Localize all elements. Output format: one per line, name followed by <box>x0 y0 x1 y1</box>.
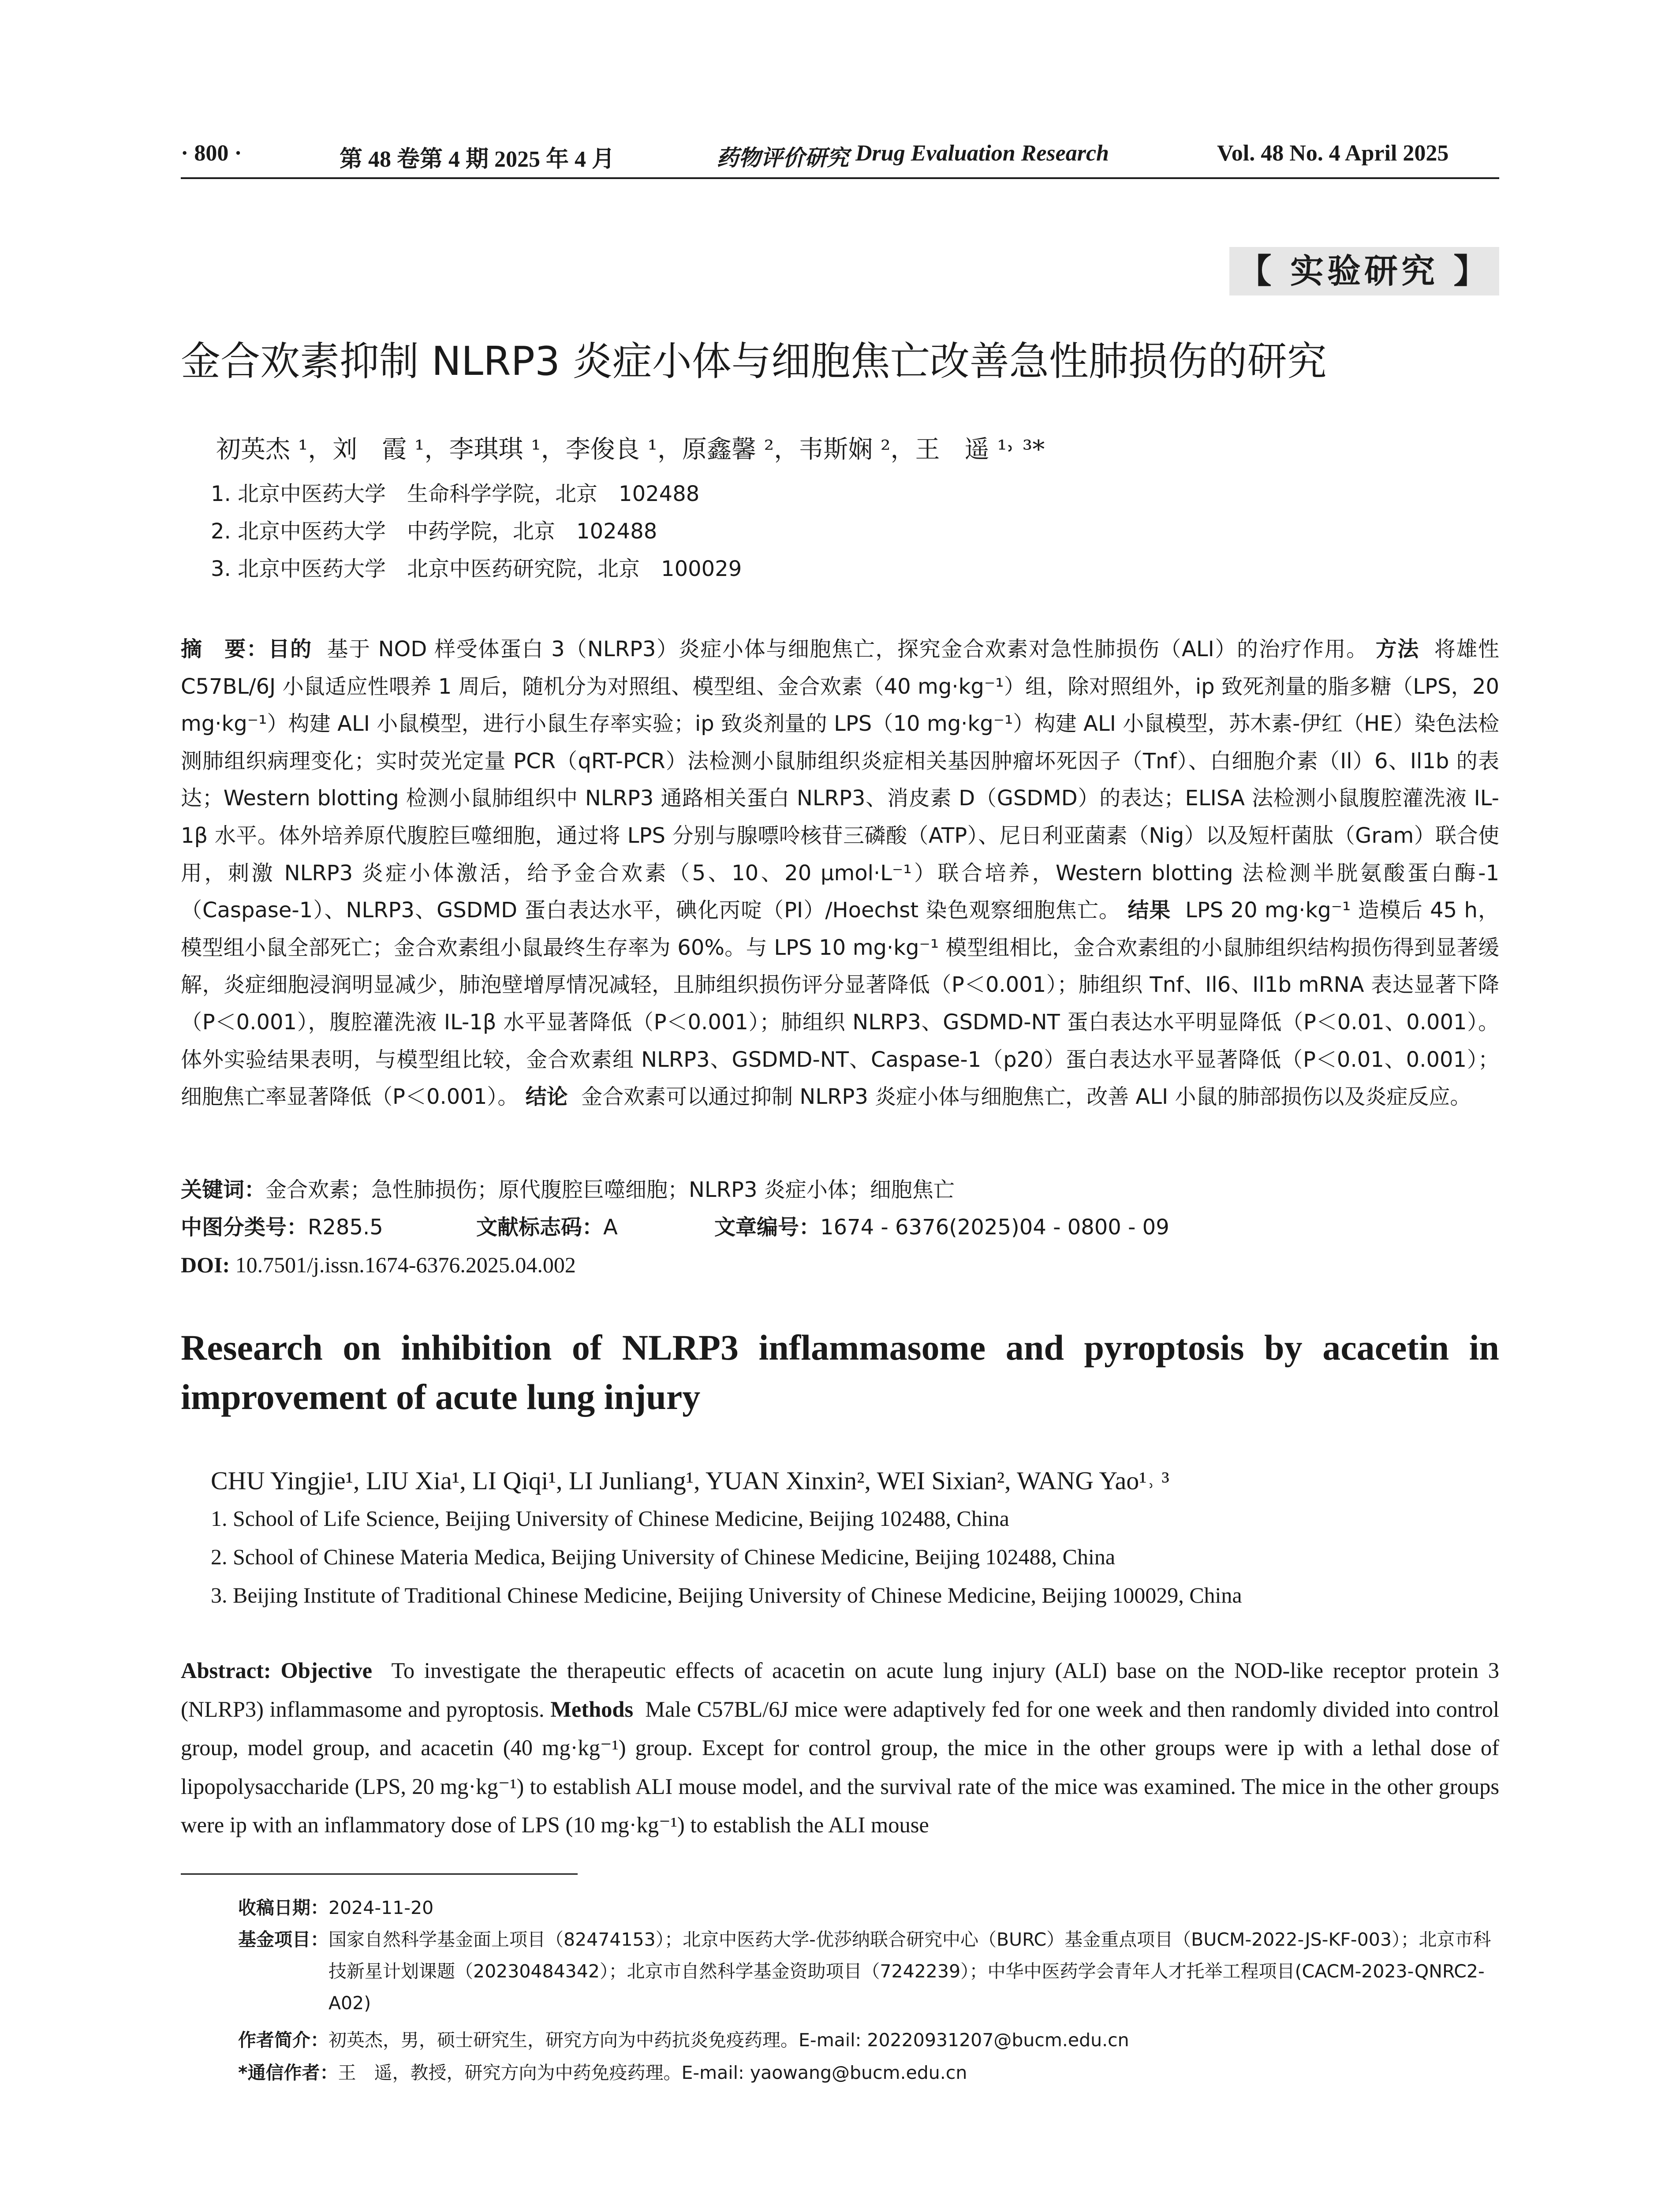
abstract-cn <box>181 631 1499 1116</box>
received-date: 2024-11-20 <box>329 1897 434 1918</box>
affiliation-cn-1: 1. 北京中医药大学 生命科学学院，北京 102488 <box>211 482 700 506</box>
methods-text-en: Male C57BL/6J mice were adaptively fed for one week and then randomly divided into control group, model group, and acacetin (40 mg·kg⁻¹) group. Except for control group, the mice in the other groups were ip with a lethal dose of lipopolysaccharide (LPS, 20 mg·kg⁻¹) to establish ALI mouse model, and the survival rate of the mice was examined. The mice in the other groups were ip with an inflammatory dose of LPS (10 mg·kg⁻¹) to establish the ALI mouse <box>181 1697 1500 1837</box>
funding-label: 基金项目： <box>238 1929 329 1950</box>
methods-label-en: Methods <box>550 1697 634 1722</box>
clc-label: 中图分类号： <box>181 1215 308 1240</box>
abstract-en <box>181 1652 1499 1845</box>
footnote-received <box>238 1892 1499 1924</box>
affiliation-en-1: 1. School of Life Science, Beijing University of Chinese Medicine, Beijing 102488, China <box>211 1506 1009 1531</box>
methods-label-cn: 方法 <box>1375 637 1419 662</box>
section-badge: 【 实验研究 】 <box>1229 247 1499 295</box>
corresponding-text: 王 遥，教授，研究方向为中药免疫药理。E-mail: yaowang@bucm.edu.cn <box>338 2062 967 2083</box>
volume-cn: 第 48 卷第 4 期 2025 年 4 月 <box>340 147 615 172</box>
doi-value: 10.7501/j.issn.1674-6376.2025.04.002 <box>235 1252 576 1277</box>
affiliation-en-2: 2. School of Chinese Materia Medica, Beijing University of Chinese Medicine, Beijing 102488, China <box>211 1544 1116 1569</box>
footnote-corresponding <box>238 2057 1499 2089</box>
classification-row <box>181 1211 1169 1244</box>
authors-en: CHU Yingjie¹, LIU Xia¹, LI Qiqi¹, LI Junliang¹, YUAN Xinxin², WEI Sixian², WANG Yao¹˒ ³ <box>211 1466 1169 1495</box>
objective-text-en: To investigate the therapeutic effects of acacetin on acute lung injury (ALI) base on the NOD-like receptor protein 3 (NLRP3) inflammasome and pyroptosis. <box>181 1658 1500 1722</box>
corresponding-label: *通信作者： <box>238 2062 338 2083</box>
page-number: · 800 · <box>181 141 242 166</box>
clc-value: R285.5 <box>308 1215 383 1240</box>
running-header <box>181 140 1504 174</box>
received-label: 收稿日期： <box>238 1897 329 1918</box>
volume-en: Vol. 48 No. 4 April 2025 <box>1217 141 1449 166</box>
affiliation-cn-2: 2. 北京中医药大学 中药学院，北京 102488 <box>211 519 657 544</box>
article-number-value: 1674 - 6376(2025)04 - 0800 - 09 <box>820 1215 1169 1240</box>
journal-name-en: Drug Evaluation Research <box>855 141 1109 166</box>
abstract-label-cn: 摘 要： <box>181 637 269 662</box>
title-cn: 金合欢素抑制 NLRP3 炎症小体与细胞焦亡改善急性肺损伤的研究 <box>181 338 1327 385</box>
author-bio-label: 作者简介： <box>238 2029 329 2051</box>
methods-text-cn: 将雄性 C57BL/6J 小鼠适应性喂养 1 周后，随机分为对照组、模型组、金合欢素（40 mg·kg⁻¹）组，除对照组外，ip 致死剂量的脂多糖（LPS，20 mg·kg⁻¹）构建 ALI 小鼠模型，进行小鼠生存率实验；ip 致炎剂量的 LPS（10 mg·kg⁻¹）构建 ALI 小鼠模型，苏木素-伊红（HE）染色法检测肺组织病理变化；实时荧光定量 PCR（qRT-PCR）法检测小鼠肺组织炎症相关基因肿瘤坏死因子（Tnf）、白细胞介素（Il）6、Il1b 的表达；Western blotting 检测小鼠肺组织中 NLRP3 通路相关蛋白 NLRP3、消皮素 D（GSDMD）的表达；ELISA 法检测小鼠腹腔灌洗液 IL-1β 水平。体外培养原代腹腔巨噬细胞，通过将 LPS 分别与腺嘌呤核苷三磷酸（ATP）、尼日利亚菌素（Nig）以及短杆菌肽（Gram）联合使用，刺激 NLRP3 炎症小体激活，给予金合欢素（5、10、20 μmol·L⁻¹）联合培养，Western blotting 法检测半胱氨酸蛋白酶-1（Caspase-1）、NLRP3、GSDMD 蛋白表达水平，碘化丙啶（PI）/Hoechst 染色观察细胞焦亡。 <box>181 637 1499 923</box>
objective-label-en: Objective <box>280 1658 373 1683</box>
conclusion-label-cn: 结论 <box>525 1084 568 1110</box>
abstract-label-en: Abstract: <box>181 1658 271 1683</box>
journal-name-cn: 药物评价研究 <box>717 145 849 171</box>
keywords-text: 金合欢素；急性肺损伤；原代腹腔巨噬细胞；NLRP3 炎症小体；细胞焦亡 <box>265 1177 955 1202</box>
doc-code-value: A <box>603 1215 618 1240</box>
footnote-funding <box>238 1924 1499 2019</box>
objective-label-cn: 目的 <box>268 637 312 662</box>
title-en: Research on inhibition of NLRP3 inflammasome and pyroptosis by acacetin in improvement of acute lung injury <box>181 1327 1499 1417</box>
doc-code-label: 文献标志码： <box>476 1215 604 1240</box>
footnote-rule <box>181 1873 578 1875</box>
header-rule <box>181 177 1499 179</box>
keywords-label: 关键词： <box>181 1177 266 1202</box>
objective-text-cn: 基于 NOD 样受体蛋白 3（NLRP3）炎症小体与细胞焦亡，探究金合欢素对急性肺损伤（ALI）的治疗作用。 <box>327 637 1368 662</box>
affiliation-cn-3: 3. 北京中医药大学 北京中医药研究院，北京 100029 <box>211 557 742 581</box>
affiliation-en-3: 3. Beijing Institute of Traditional Chinese Medicine, Beijing University of Chinese Medicine, Beijing 100029, China <box>211 1583 1242 1607</box>
doi-row <box>181 1248 576 1282</box>
doi-label: DOI: <box>181 1252 230 1277</box>
keywords-cn <box>181 1173 955 1207</box>
conclusion-text-cn: 金合欢素可以通过抑制 NLRP3 炎症小体与细胞焦亡，改善 ALI 小鼠的肺部损伤以及炎症反应。 <box>581 1084 1471 1110</box>
authors-cn: 初英杰 ¹，刘 霞 ¹，李琪琪 ¹，李俊良 ¹，原鑫馨 ²，韦斯娴 ²，王 遥 ¹˒ ³* <box>216 435 1045 464</box>
results-label-cn: 结果 <box>1127 898 1171 923</box>
footnote-author-bio <box>238 2024 1499 2056</box>
author-bio-text: 初英杰，男，硕士研究生，研究方向为中药抗炎免疫药理。E-mail: 20220931207@bucm.edu.cn <box>329 2029 1129 2051</box>
article-number-label: 文章编号： <box>714 1215 821 1240</box>
results-text-cn: LPS 20 mg·kg⁻¹ 造模后 45 h，模型组小鼠全部死亡；金合欢素组小鼠最终生存率为 60%。与 LPS 10 mg·kg⁻¹ 模型组相比，金合欢素组的小鼠肺组织结构损伤得到显著缓解，炎症细胞浸润明显减少，肺泡壁增厚情况减轻，且肺组织损伤评分显著降低（P＜0.001）；肺组织 Tnf、Il6、Il1b mRNA 表达显著下降（P＜0.001），腹腔灌洗液 IL-1β 水平显著降低（P＜0.001）；肺组织 NLRP3、GSDMD-NT 蛋白表达水平明显降低（P＜0.01、0.001）。体外实验结果表明，与模型组比较，金合欢素组 NLRP3、GSDMD-NT、Caspase-1（p20）蛋白表达水平显著降低（P＜0.01、0.001）；细胞焦亡率显著降低（P＜0.001）。 <box>181 898 1499 1110</box>
funding-text: 国家自然科学基金面上项目（82474153）；北京中医药大学-优莎纳联合研究中心（BURC）基金重点项目（BUCM-2022-JS-KF-003）；北京市科技新星计划课题（20230484342）；北京市自然科学基金资助项目（7242239）；中华中医药学会青年人才托举工程项目(CACM-2023-QNRC2-A02) <box>329 1929 1491 2014</box>
